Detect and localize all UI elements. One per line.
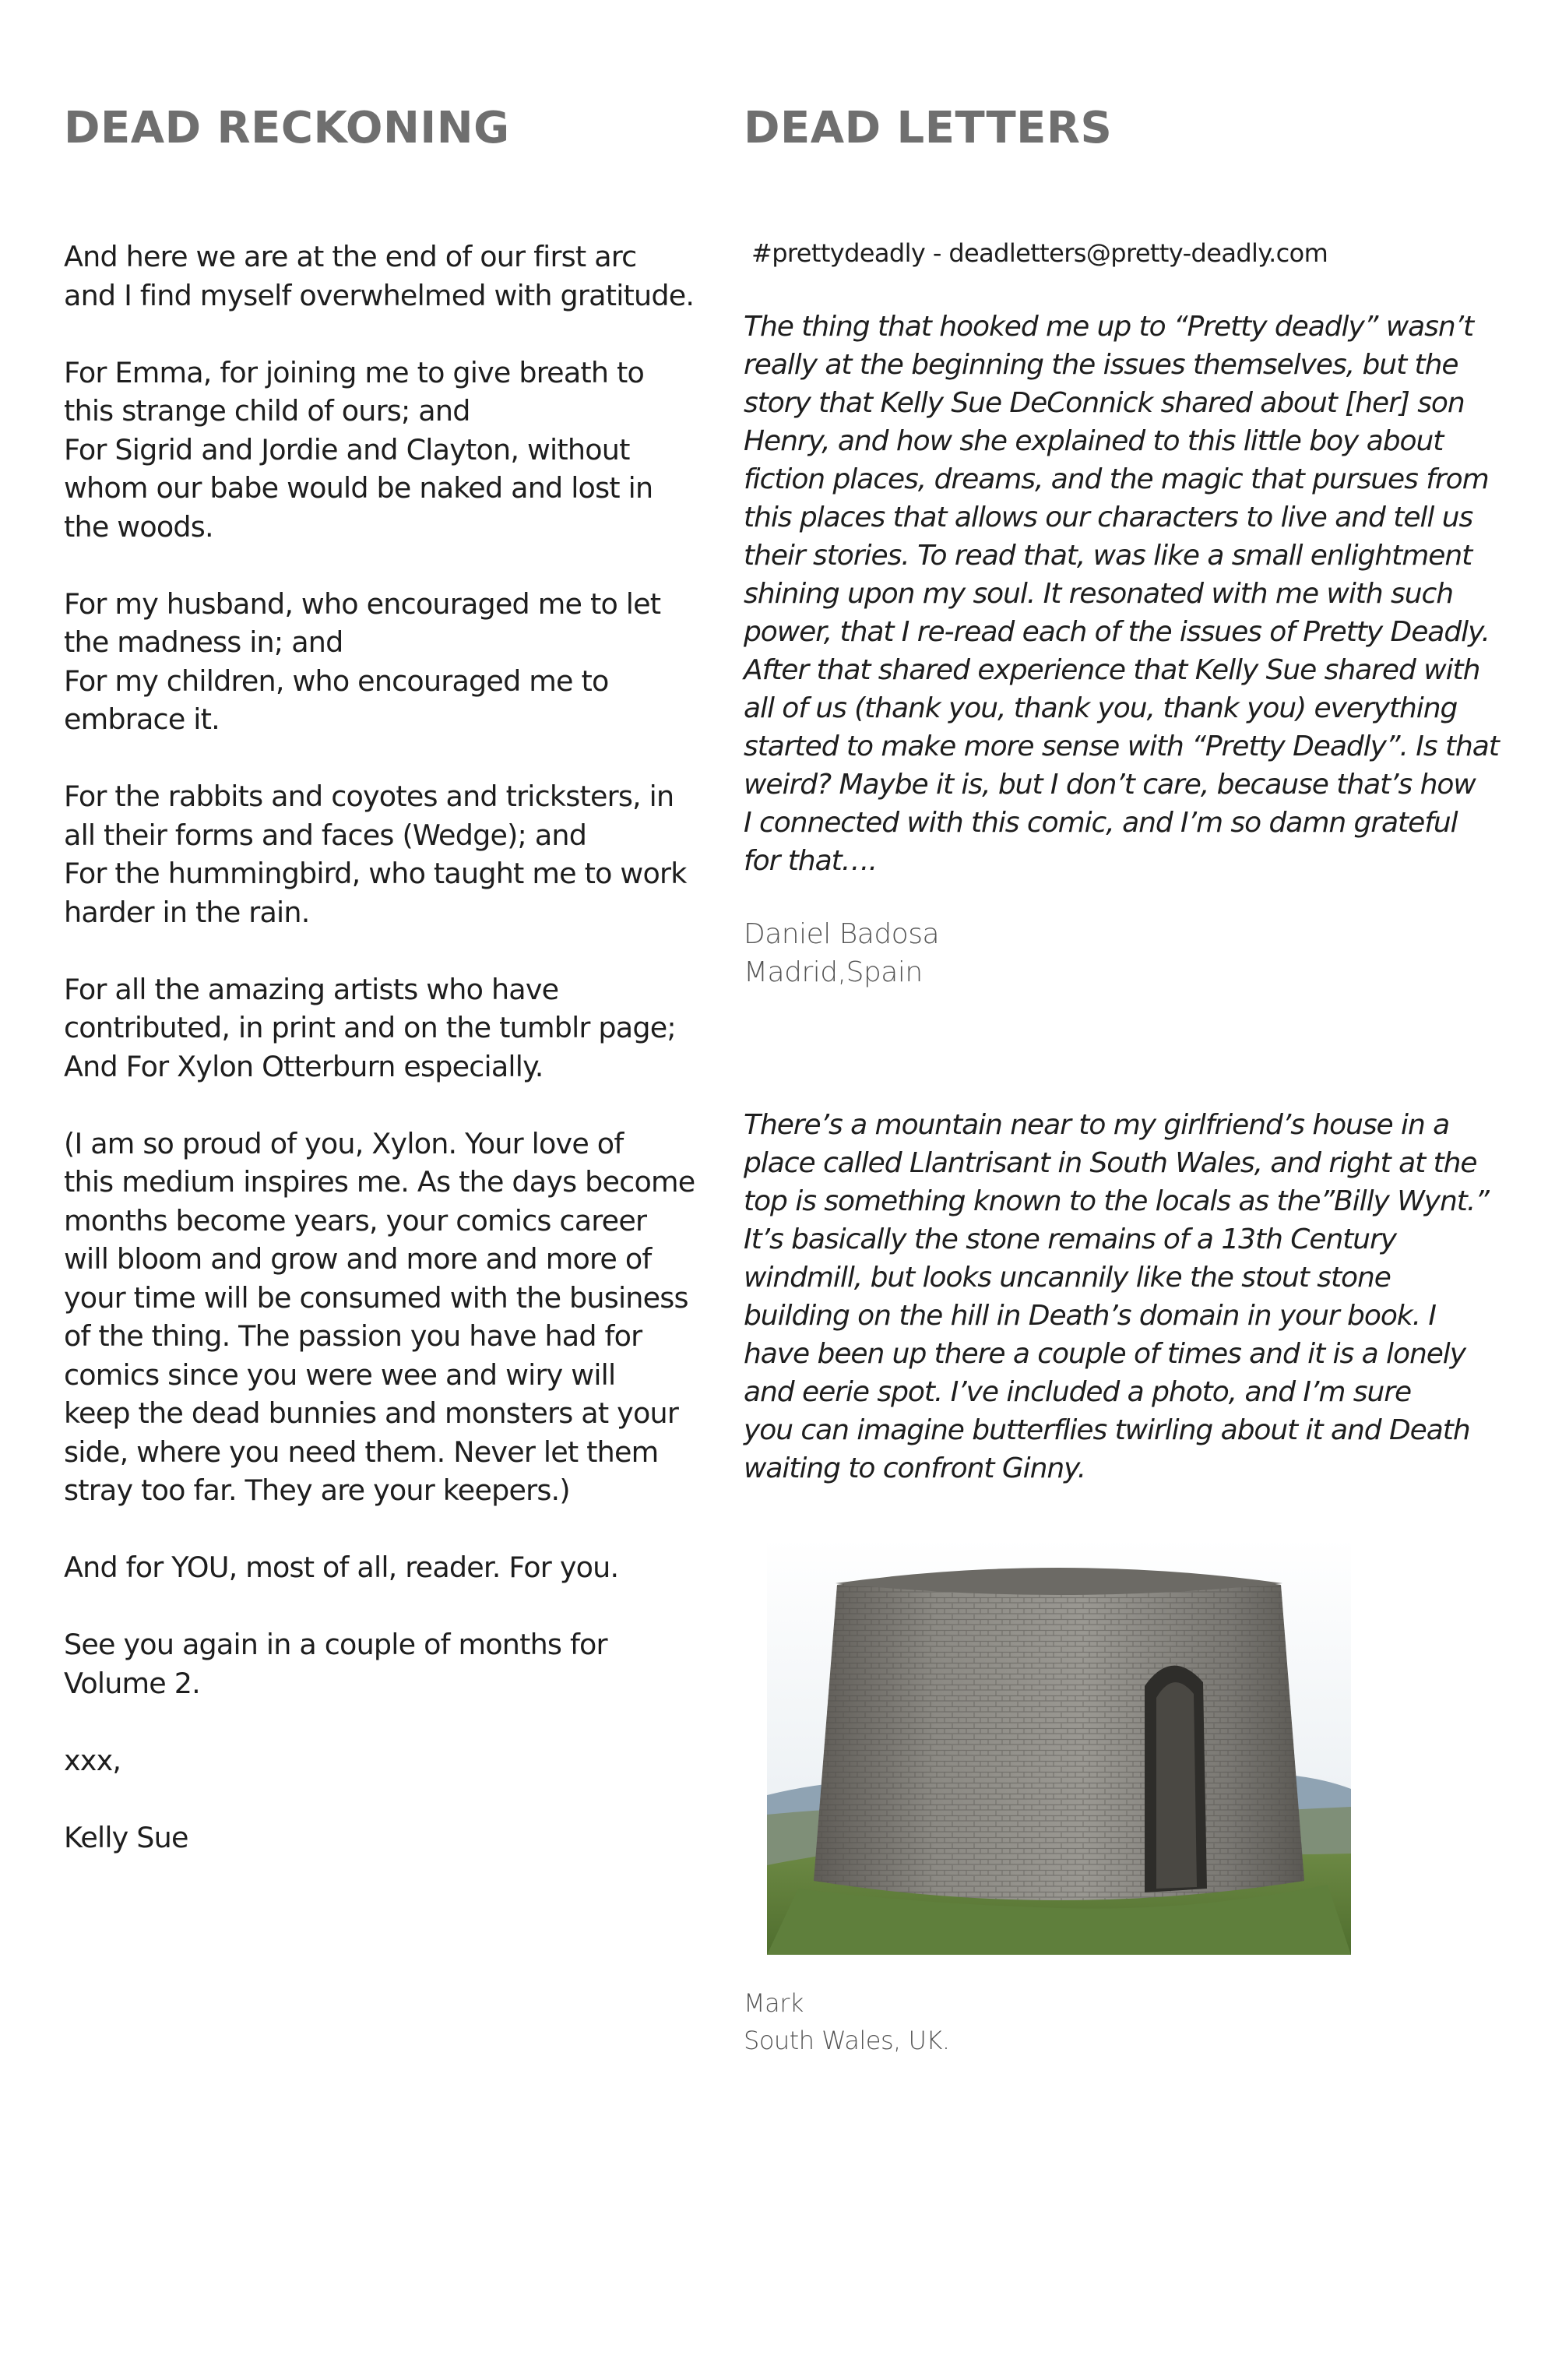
text-line: really at the beginning the issues themselves, but the xyxy=(744,349,1458,381)
text-line: contributed, in print and on the tumblr page; xyxy=(64,1011,676,1044)
letter-1-signoff xyxy=(744,915,1289,991)
left-column-title: DEAD RECKONING xyxy=(64,103,510,153)
letter-author: Daniel Badosa xyxy=(744,918,940,950)
text-line: See you again in a couple of months for xyxy=(64,1628,607,1661)
text-line: embrace it. xyxy=(64,702,220,736)
text-line: windmill, but looks uncannily like the stout stone xyxy=(744,1262,1391,1294)
stone-tower-illustration xyxy=(767,1538,1351,1955)
paragraph xyxy=(64,1548,702,1587)
text-line: whom our babe would be naked and lost in xyxy=(64,471,653,505)
text-line: side, where you need them. Never let them xyxy=(64,1435,659,1469)
paragraph xyxy=(64,1741,702,1780)
text-line: keep the dead bunnies and monsters at your xyxy=(64,1396,679,1430)
text-line: this strange child of ours; and xyxy=(64,394,470,428)
text-line: your time will be consumed with the business xyxy=(64,1280,688,1315)
text-line: For the hummingbird, who taught me to work xyxy=(64,857,687,890)
paragraph xyxy=(64,777,702,931)
tower-masonry xyxy=(814,1569,1304,1900)
text-line: will bloom and grow and more and more of xyxy=(64,1242,652,1276)
letter-2-body xyxy=(744,1106,1491,1488)
contact-line: #prettydeadly - deadletters@pretty-deadly.com xyxy=(751,238,1328,268)
letter-location: Madrid,Spain xyxy=(744,956,923,988)
text-line: all of us (thank you, thank you, thank you) everything xyxy=(744,692,1458,724)
paragraph xyxy=(64,585,702,739)
text-line: xxx, xyxy=(64,1743,121,1777)
text-line: weird? Maybe it is, but I don’t care, because that’s how xyxy=(744,769,1476,801)
text-line: their stories. To read that, was like a small enlightment xyxy=(744,540,1472,572)
text-line: And For Xylon Otterburn especially. xyxy=(64,1049,544,1083)
text-line: For all the amazing artists who have xyxy=(64,972,559,1006)
text-line: (I am so proud of you, Xylon. Your love of xyxy=(64,1126,624,1160)
text-line: The thing that hooked me up to “Pretty deadly” wasn’t xyxy=(744,311,1474,343)
text-line: story that Kelly Sue DeConnick shared about [her] son xyxy=(744,387,1465,419)
letter-author: Mark xyxy=(744,1988,804,2018)
text-line: For Emma, for joining me to give breath to xyxy=(64,355,645,389)
text-line: this medium inspires me. As the days become xyxy=(64,1165,695,1199)
text-line: Henry, and how she explained to this little boy about xyxy=(744,425,1444,457)
text-line: For Sigrid and Jordie and Clayton, without xyxy=(64,432,630,466)
text-line: Volume 2. xyxy=(64,1666,200,1700)
stone-tower-photo xyxy=(767,1538,1351,1955)
text-line: place called Llantrisant in South Wales, and right at the xyxy=(744,1147,1477,1179)
text-line: of the thing. The passion you have had for xyxy=(64,1319,642,1353)
text-line: After that shared experience that Kelly Sue shared with xyxy=(744,654,1480,686)
text-line: waiting to confront Ginny. xyxy=(744,1452,1086,1484)
text-line: have been up there a couple of times and it is a lonely xyxy=(744,1338,1466,1370)
text-line: stray too far. They are your keepers.) xyxy=(64,1473,570,1507)
text-line: For my children, who encouraged me to xyxy=(64,664,609,698)
text-line: the woods. xyxy=(64,509,213,544)
dead-reckoning-body xyxy=(64,238,702,1896)
text-line: for that…. xyxy=(744,845,877,877)
right-column-title: DEAD LETTERS xyxy=(744,103,1113,153)
text-line: comics since you were wee and wiry will xyxy=(64,1357,616,1392)
text-line: building on the hill in Death’s domain in your book. I xyxy=(744,1300,1436,1332)
text-line: fiction places, dreams, and the magic that pursues from xyxy=(744,463,1489,495)
text-line: Kelly Sue xyxy=(64,1820,188,1854)
signature xyxy=(64,1818,702,1857)
text-line: harder in the rain. xyxy=(64,895,310,929)
letter-location: South Wales, UK. xyxy=(744,2026,950,2055)
text-line: and I find myself overwhelmed with gratitude. xyxy=(64,278,695,312)
text-line: It’s basically the stone remains of a 13th Century xyxy=(744,1223,1397,1255)
text-line: And for YOU, most of all, reader. For you. xyxy=(64,1551,619,1584)
text-line: started to make more sense with “Pretty Deadly”. Is that xyxy=(744,731,1499,762)
letter-2-signoff xyxy=(744,1984,1289,2059)
letter-1-body xyxy=(744,308,1499,880)
text-line: and eerie spot. I’ve included a photo, and I’m sure xyxy=(744,1376,1412,1408)
paragraph xyxy=(64,1625,702,1702)
doorway-inner xyxy=(1156,1682,1197,1889)
paragraph xyxy=(64,1125,702,1510)
paragraph xyxy=(64,238,702,315)
text-line: And here we are at the end of our first arc xyxy=(64,240,637,273)
text-line: this places that allows our characters to live and tell us xyxy=(744,502,1473,533)
paragraph xyxy=(64,354,702,547)
text-line: shining upon my soul. It resonated with me with such xyxy=(744,578,1453,610)
text-line: There’s a mountain near to my girlfriend’s house in a xyxy=(744,1109,1450,1141)
text-line: months become years, your comics career xyxy=(64,1203,647,1238)
text-line: you can imagine butterflies twirling about it and Death xyxy=(744,1414,1470,1446)
text-line: top is something known to the locals as the”Billy Wynt.” xyxy=(744,1185,1489,1217)
text-line: I connected with this comic, and I’m so damn grateful xyxy=(744,807,1458,839)
text-line: all their forms and faces (Wedge); and xyxy=(64,818,587,852)
text-line: the madness in; and xyxy=(64,625,343,659)
text-line: For my husband, who encouraged me to let xyxy=(64,586,661,621)
text-line: For the rabbits and coyotes and tricksters, in xyxy=(64,780,674,813)
paragraph xyxy=(64,970,702,1086)
text-line: power, that I re-read each of the issues of Pretty Deadly. xyxy=(744,616,1490,648)
